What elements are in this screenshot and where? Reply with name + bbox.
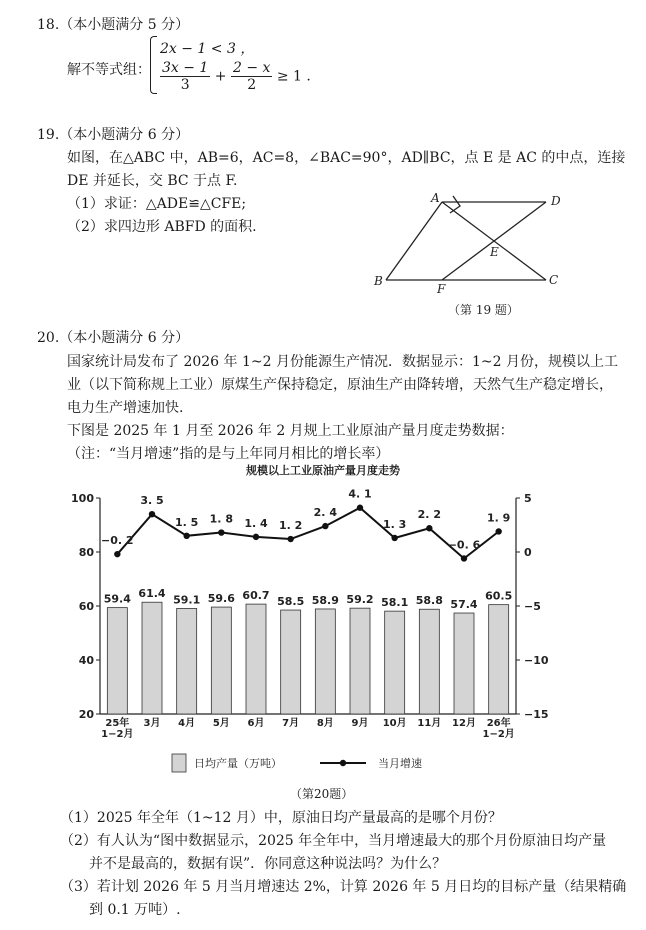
bar-value-label: 59.6 [207, 592, 235, 606]
left-tick-label: 60 [78, 600, 94, 613]
q20-sub-3a: （3）若计划 2026 年 5 月当月增速达 2%，计算 2026 年 5 月日均的目标产量（结果精确 [60, 879, 627, 895]
growth-point [495, 528, 501, 534]
left-tick-label: 100 [71, 492, 94, 505]
growth-value-label: −0. 2 [101, 534, 134, 548]
q18-header: 18.（本小题满分 5 分） [37, 17, 190, 33]
bar [419, 609, 439, 714]
q19-line-2: DE 并延长，交 BC 于点 F. [67, 173, 238, 189]
x-tick-label: 1−2月 [482, 729, 515, 740]
bar-value-label: 58.5 [277, 595, 305, 609]
bar [454, 613, 474, 714]
x-tick-label: 8月 [316, 718, 334, 729]
q19-header: 19.（本小题满分 6 分） [37, 127, 190, 143]
legend-line-label: 当月增速 [378, 757, 422, 770]
growth-point [149, 511, 155, 517]
left-tick-label: 40 [78, 654, 94, 667]
q18-inequality-2 [160, 60, 311, 93]
bar-value-label: 59.4 [103, 592, 131, 606]
bar-value-label: 57.4 [450, 598, 478, 612]
legend-bar-label: 日均产量（万吨） [194, 757, 282, 770]
label-f: F [437, 282, 446, 296]
q20-sub-2a: （2）有人认为“图中数据显示，2025 年全年中，当月增速最大的那个月份原油日均产量 [60, 833, 607, 849]
growth-value-label: 2. 4 [313, 506, 337, 520]
left-tick-label: 80 [78, 546, 94, 559]
bar-value-label: 59.2 [346, 593, 374, 607]
x-tick-label: 10月 [382, 718, 407, 729]
growth-value-label: 1. 3 [383, 517, 407, 531]
growth-point [426, 525, 432, 531]
bar-value-label: 58.9 [311, 593, 339, 607]
q20-caption: （第20题） [290, 787, 354, 801]
bar [385, 611, 405, 714]
legend-line-dot [340, 760, 346, 766]
bar-value-label: 58.1 [381, 596, 409, 610]
x-tick-label: 4月 [178, 718, 196, 729]
q20-note: （注：“当月增速”指的是与上年同月相比的增长率） [67, 446, 390, 462]
q20-chart [0, 458, 646, 788]
bar [142, 602, 162, 714]
x-tick-label: 3月 [143, 718, 161, 729]
growth-point [218, 529, 224, 535]
x-tick-label: 7月 [282, 718, 300, 729]
q19-line-1: 如图，在△ABC 中，AB=6，AC=8，∠BAC=90°，AD∥BC，点 E 是 AC 的中点，连接 [67, 150, 626, 166]
x-tick-label: 5月 [212, 718, 230, 729]
right-tick-label: 0 [524, 546, 532, 559]
growth-point [322, 523, 328, 529]
growth-value-label: 1. 5 [175, 515, 199, 529]
growth-value-label: 4. 1 [348, 487, 372, 501]
q20-para-1: 国家统计局发布了 2026 年 1~2 月份能源生产情况．数据显示：1~2 月份，规模以上工 [67, 354, 618, 370]
label-d: D [551, 194, 561, 208]
q20-sub-2b: 并不是最高的，数据有误”．你同意这种说法吗？为什么？ [89, 856, 447, 872]
bar [107, 608, 127, 714]
growth-point [391, 535, 397, 541]
q20-para-2: 业（以下简称规上工业）原煤生产保持稳定，原油生产由降转增，天然气生产稳定增长， [67, 377, 613, 393]
growth-point [287, 536, 293, 542]
bar-value-label: 61.4 [138, 587, 166, 601]
growth-point [183, 533, 189, 539]
growth-point [357, 505, 363, 511]
bar-value-label: 60.5 [485, 589, 513, 603]
right-tick-label: −5 [524, 600, 541, 613]
bar-value-label: 60.7 [242, 589, 270, 603]
legend-bar-swatch [172, 754, 186, 772]
q20-para-3: 电力生产增速加快. [67, 400, 184, 416]
right-angle-mark [450, 196, 460, 213]
label-a: A [431, 191, 440, 205]
q20-header: 20.（本小题满分 6 分） [37, 330, 190, 346]
q19-figure [360, 190, 600, 320]
q18-tail: ≥ 1 . [276, 68, 311, 85]
segment-ab [386, 202, 442, 280]
growth-point [253, 534, 259, 540]
bar [177, 608, 197, 714]
chart-title: 规模以上工业原油产量月度走势 [246, 464, 400, 477]
right-tick-label: 5 [524, 492, 532, 505]
bar [350, 608, 370, 714]
label-e: E [490, 245, 499, 259]
label-c: C [549, 273, 559, 287]
q19-sub-1: （1）求证：△ADE≌△CFE; [67, 196, 247, 212]
bar-value-label: 58.8 [415, 594, 443, 608]
growth-value-label: 2. 2 [417, 508, 441, 522]
bar [281, 610, 301, 714]
q18-fraction-1: $\frac{3x - 1}{3}$ [162, 60, 209, 93]
q20-para-4: 下图是 2025 年 1 月至 2026 年 2 月规上工业原油产量月度走势数据： [67, 423, 514, 439]
x-tick-label: 9月 [351, 718, 369, 729]
growth-point [114, 551, 120, 557]
bar-value-label: 59.1 [173, 593, 201, 607]
growth-value-label: 1. 8 [209, 512, 233, 526]
q19-sub-2: （2）求四边形 ABFD 的面积. [67, 219, 257, 235]
growth-value-label: 3. 5 [140, 494, 164, 508]
right-tick-label: −10 [524, 654, 549, 667]
x-tick-label: 25年 [105, 718, 130, 729]
label-b: B [374, 274, 383, 288]
left-tick-label: 20 [78, 708, 94, 721]
growth-value-label: 1. 2 [279, 519, 303, 533]
x-tick-label: 11月 [417, 718, 442, 729]
q18-inequality-1: 2x − 1 < 3 ， [160, 41, 255, 57]
bar [489, 605, 509, 714]
q18-plus: + [214, 68, 227, 85]
x-tick-label: 26年 [486, 718, 511, 729]
q18-lead: 解不等式组： [67, 62, 151, 78]
x-tick-label: 6月 [247, 718, 265, 729]
growth-point [461, 555, 467, 561]
bar [315, 609, 335, 714]
q20-sub-1: （1）2025 年全年（1~12 月）中，原油日均产量最高的是哪个月份？ [60, 810, 502, 826]
x-tick-label: 1−2月 [101, 729, 134, 740]
q18-fraction-2: $\frac{2 - x}{2}$ [232, 60, 271, 93]
growth-value-label: 1. 9 [487, 511, 511, 525]
right-tick-label: −15 [524, 708, 549, 721]
q20-sub-3b: 到 0.1 万吨）. [89, 902, 181, 918]
bar [211, 607, 231, 714]
q18-brace [150, 36, 157, 94]
growth-value-label: 1. 4 [244, 516, 268, 530]
q19-caption: （第 19 题） [448, 303, 519, 317]
growth-value-label: −0. 6 [447, 538, 481, 552]
bar [246, 604, 266, 714]
x-tick-label: 12月 [452, 718, 476, 729]
